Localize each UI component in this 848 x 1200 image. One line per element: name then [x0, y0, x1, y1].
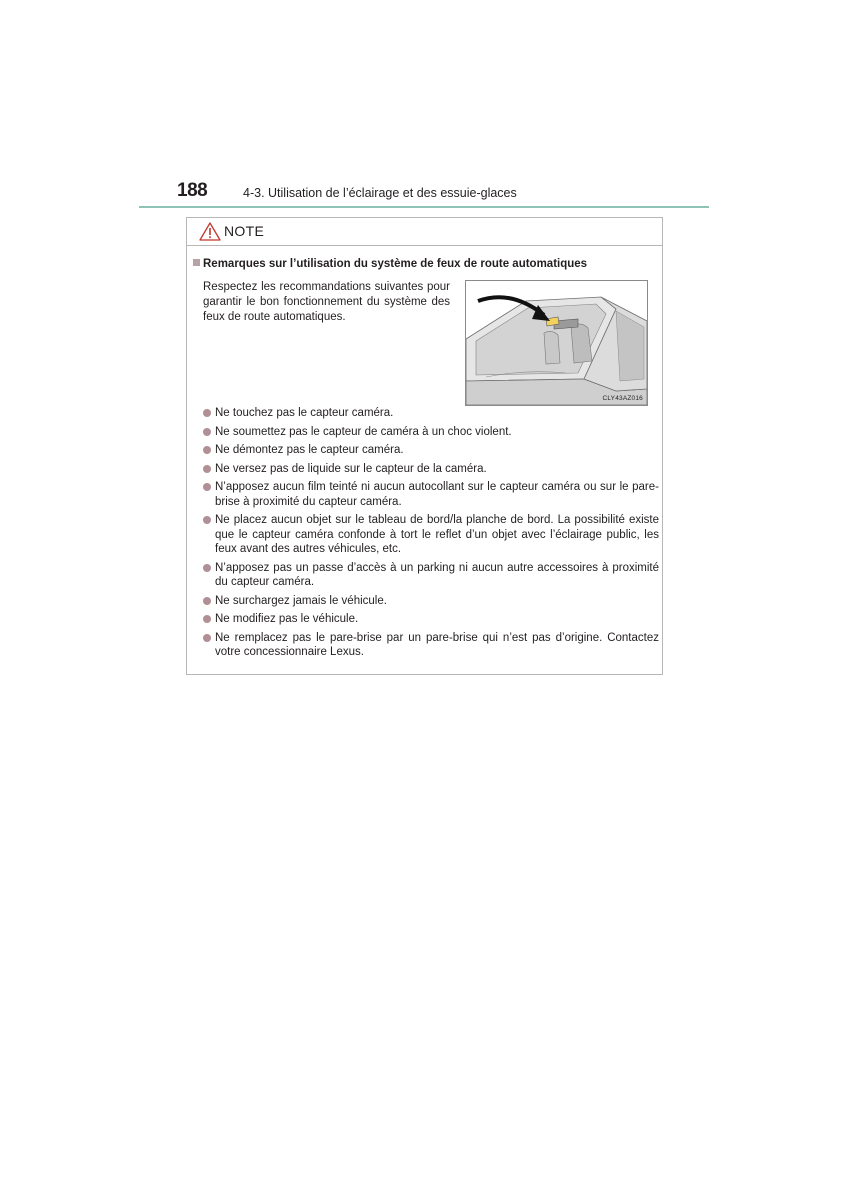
list-item-text: Ne modifiez pas le véhicule.	[215, 613, 359, 625]
page-number: 188	[177, 180, 208, 201]
bullet-icon	[203, 597, 211, 605]
list-item	[203, 406, 659, 421]
recommendation-list	[203, 406, 659, 664]
warning-icon	[199, 222, 221, 241]
bullet-icon	[203, 516, 211, 524]
note-header	[187, 218, 662, 246]
list-item	[203, 480, 659, 509]
list-item	[203, 462, 659, 477]
header-rule	[139, 206, 709, 208]
list-item-text: Ne surchargez jamais le véhicule.	[215, 594, 387, 607]
list-item-text: Ne démontez pas le capteur caméra.	[215, 444, 404, 456]
list-item	[203, 513, 659, 557]
note-heading-text: Remarques sur l’utilisation du système de feux de route automatiques	[203, 258, 588, 270]
heading-square-icon	[193, 259, 200, 266]
list-item-text: Ne versez pas de liquide sur le capteur de la caméra.	[215, 462, 487, 475]
list-item	[203, 561, 659, 590]
list-item	[203, 631, 659, 660]
bullet-icon	[203, 446, 211, 454]
list-item-text: Ne placez aucun objet sur le tableau de bord/la planche de bord. La possibilité existe que le capteur caméra confonde à tort le reflet d’un objet avec l’éclairage public, les feux avant des autres véhicules, etc.	[215, 514, 659, 555]
list-item-text: Ne remplacez pas le pare-brise par un pare-brise qui n’est pas d’origine. Contactez votre concessionnaire Lexus.	[215, 631, 659, 658]
windshield-camera-drawing	[466, 281, 647, 405]
bullet-icon	[203, 483, 211, 491]
list-item-text: N’apposez aucun film teinté ni aucun autocollant sur le capteur caméra ou sur le pare-brise à proximité du capteur caméra.	[215, 481, 659, 508]
bullet-icon	[203, 409, 211, 417]
list-item	[203, 443, 659, 458]
bullet-icon	[203, 465, 211, 473]
section-title: 4-3. Utilisation de l’éclairage et des essuie-glaces	[243, 186, 517, 200]
bullet-icon	[203, 615, 211, 623]
list-item	[203, 594, 659, 609]
bullet-icon	[203, 428, 211, 436]
list-item-text: N’apposez pas un passe d’accès à un parking ni aucun autre accessoires à proximité du capteur caméra.	[215, 561, 659, 588]
list-item-text: Ne touchez pas le capteur caméra.	[215, 407, 394, 419]
note-box	[186, 217, 663, 675]
list-item-text: Ne soumettez pas le capteur de caméra à un choc violent.	[215, 425, 512, 438]
intro-text: Respectez les recommandations suivantes pour garantir le bon fonctionnement du système des feux de route automatiques.	[203, 281, 450, 323]
camera-sensor-illustration	[465, 280, 648, 406]
figure-code: CLY43AZ016	[602, 395, 643, 402]
list-item	[203, 612, 659, 627]
bullet-icon	[203, 564, 211, 572]
note-heading	[193, 258, 587, 270]
bullet-icon	[203, 634, 211, 642]
note-label: NOTE	[224, 223, 265, 239]
list-item	[203, 425, 659, 440]
